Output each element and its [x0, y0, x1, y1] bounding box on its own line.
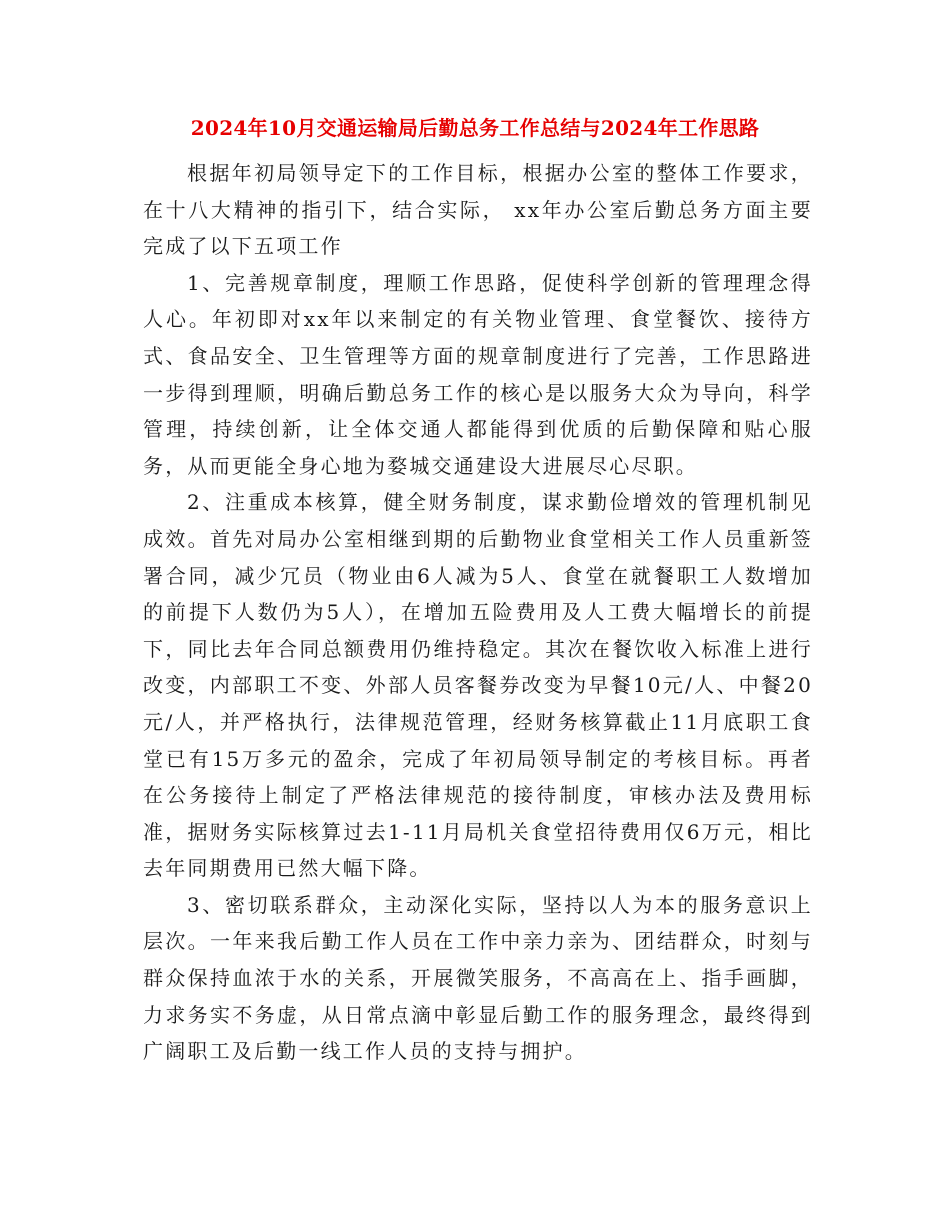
paragraph-item-3: 3、密切联系群众，主动深化实际，坚持以人为本的服务意识上层次。一年来我后勤工作人员在工作中亲力亲为、团结群众，时刻与群众保持血浓于水的关系，开展微笑服务，不高高在上、指手画脚，力求务实不务虚，从日常点滴中彰显后勤工作的服务理念，最终得到广阔职工及后勤一线工作人员的支持与拥护。 [143, 892, 813, 1064]
paragraph-item-2: 2、注重成本核算，健全财务制度，谋求勤俭增效的管理机制见成效。首先对局办公室相继到期的后勤物业食堂相关工作人员重新签署合同，减少冗员（物业由6人减为5人、食堂在就餐职工人数增加的前提下人数仍为5人），在增加五险费用及人工费大幅增长的前提下，同比去年合同总额费用仍维持稳定。其次在餐饮收入标准上进行改变，内部职工不变、外部人员客餐券改变为早餐10元/人、中餐20元/人，并严格执行，法律规范管理，经财务核算截止11月底职工食堂已有15万多元的盈余，完成了年初局领导制定的考核目标。再者在公务接待上制定了严格法律规范的接待制度，审核办法及费用标准，据财务实际核算过去1-11月局机关食堂招待费用仅6万元，相比去年同期费用已然大幅下降。 [143, 490, 813, 881]
document-body [143, 155, 813, 1070]
document-title: 2024年10月交通运输局后勤总务工作总结与2024年工作思路 [190, 116, 760, 140]
paragraph-item-1: 1、完善规章制度，理顺工作思路，促使科学创新的管理理念得人心。年初即对xx年以来制定的有关物业管理、食堂餐饮、接待方式、食品安全、卫生管理等方面的规章制度进行了完善，工作思路进一步得到理顺，明确后勤总务工作的核心是以服务大众为导向，科学管理，持续创新，让全体交通人都能得到优质的后勤保障和贴心服务，从而更能全身心地为婺城交通建设大进展尽心尽职。 [143, 270, 813, 478]
paragraph-intro: 根据年初局领导定下的工作目标，根据办公室的整体工作要求，在十八大精神的指引下，结合实际， xx年办公室后勤总务方面主要完成了以下五项工作 [143, 161, 813, 259]
